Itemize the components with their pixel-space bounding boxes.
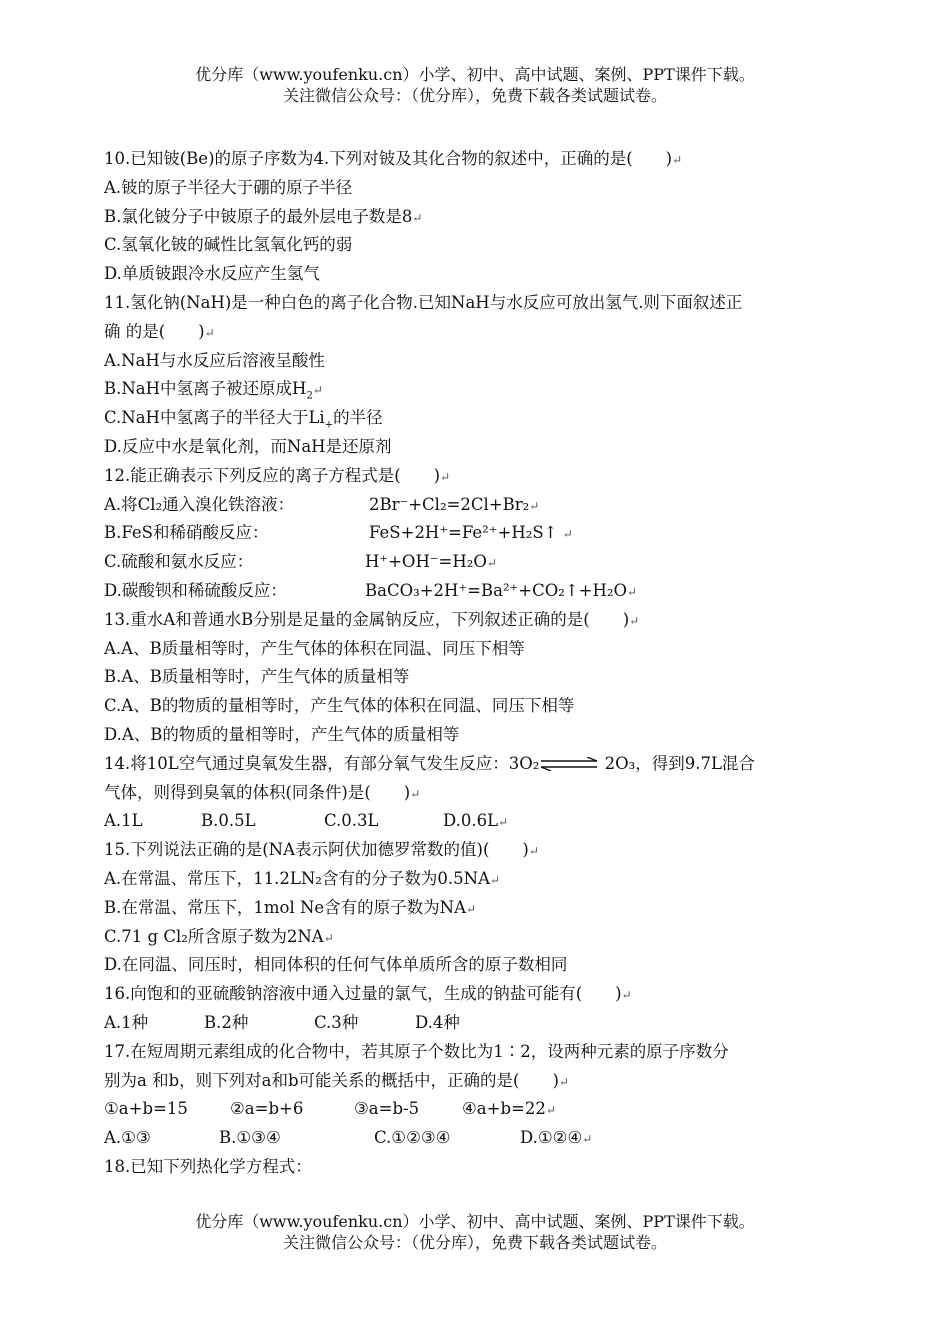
q10-option-c: C.氢氧化铍的碱性比氢氧化钙的弱 bbox=[104, 235, 353, 255]
q17-option-d: D.①②④ bbox=[520, 1128, 583, 1148]
q14-option-a: A.1L bbox=[104, 811, 143, 831]
q17-relation-3: ③a=b-5 bbox=[354, 1099, 420, 1119]
q14-stem-line-2: 气体，则得到臭氧的体积(同条件)是( )↵ bbox=[104, 782, 421, 802]
q15-option-a: A.在常温、常压下，11.2LN₂含有的分子数为0.5NA↵ bbox=[104, 868, 501, 888]
q12-option-c: C.硫酸和氨水反应： H⁺+OH⁻=H₂O↵ bbox=[104, 552, 497, 572]
q14-options: A.1L B.0.5L C.0.3L D.0.6L↵ bbox=[104, 807, 854, 836]
q16-options bbox=[104, 1009, 854, 1038]
q12-option-d: D.碳酸钡和稀硫酸反应： BaCO₃+2H⁺=Ba²⁺+CO₂↑+H₂O↵ bbox=[104, 580, 638, 600]
q10-option-d: D.单质铍跟冷水反应产生氢气 bbox=[104, 264, 320, 284]
q17-relations: ①a+b=15 ②a=b+6 ③a=b-5 ④a+b=22↵ bbox=[104, 1095, 854, 1124]
question-list bbox=[104, 145, 854, 1182]
q18-stem: 18.已知下列热化学方程式： bbox=[104, 1156, 312, 1176]
q10-option-b: B.氯化铍分子中铍原子的最外层电子数是8↵ bbox=[104, 206, 423, 226]
q13-option-d: D.A、B的物质的量相等时，产生气体的质量相等 bbox=[104, 724, 460, 744]
q16-option-d: D.4种 bbox=[415, 1012, 460, 1032]
page-header bbox=[0, 64, 950, 106]
q15-option-b: B.在常温、常压下，1mol Ne含有的原子数为NA↵ bbox=[104, 897, 477, 917]
q17-relation-1: ①a+b=15 bbox=[104, 1099, 188, 1119]
q13-stem: 13.重水A和普通水B分别是足量的金属钠反应，下列叙述正确的是( )↵ bbox=[104, 609, 640, 629]
q15-stem: 15.下列说法正确的是(NA表示阿伏加德罗常数的值)( )↵ bbox=[104, 840, 539, 860]
q17-option-a: A.①③ bbox=[104, 1128, 151, 1148]
q16-stem: 16.向饱和的亚硫酸钠溶液中通入过量的氯气，生成的钠盐可能有( )↵ bbox=[104, 984, 632, 1004]
equilibrium-arrow-icon bbox=[539, 757, 599, 771]
q13-option-b: B.A、B质量相等时，产生气体的质量相等 bbox=[104, 667, 410, 687]
header-line-1: 优分库（www.youfenku.cn）小学、初中、高中试题、案例、PPT课件下载。 bbox=[195, 65, 755, 84]
q16-option-c: C.3种 bbox=[314, 1012, 359, 1032]
q11-option-a: A.NaH与水反应后溶液呈酸性 bbox=[104, 350, 325, 370]
q14-option-c: C.0.3L bbox=[324, 811, 379, 831]
q16-option-b: B.2种 bbox=[204, 1012, 249, 1032]
q10-option-a: A.铍的原子半径大于硼的原子半径 bbox=[104, 177, 353, 197]
q17-relation-4: ④a+b=22 bbox=[462, 1099, 546, 1119]
page-footer bbox=[0, 1211, 950, 1253]
q11-option-c: C.NaH中氢离子的半径大于$Li_+$的半径 bbox=[104, 408, 383, 431]
q16-option-a: A.1种 bbox=[104, 1012, 149, 1032]
footer-line-1: 优分库（www.youfenku.cn）小学、初中、高中试题、案例、PPT课件下载。 bbox=[195, 1212, 755, 1231]
q11-option-b: B.NaH中氢离子被还原成$H_2↵$ bbox=[104, 379, 323, 402]
q17-stem-line-1: 17.在短周期元素组成的化合物中，若其原子个数比为1∶2，设两种元素的原子序数分 bbox=[104, 1041, 729, 1061]
q11-stem-line-2: 确 的是( )↵ bbox=[104, 321, 215, 341]
q15-option-d: D.在同温、同压时，相同体积的任何气体单质所含的原子数相同 bbox=[104, 955, 568, 975]
q17-option-c: C.①②③④ bbox=[374, 1128, 451, 1148]
q11-option-d: D.反应中水是氧化剂，而NaH是还原剂 bbox=[104, 436, 392, 456]
header-line-2: 关注微信公众号：（优分库），免费下载各类试题试卷。 bbox=[282, 86, 667, 105]
q10-stem: 10.已知铍(Be)的原子序数为4.下列对铍及其化合物的叙述中，正确的是( )↵ bbox=[104, 149, 683, 168]
q17-options: A.①③ B.①③④ C.①②③④ D.①②④↵ bbox=[104, 1124, 854, 1153]
q15-option-c: C.71 g Cl₂所含原子数为2NA↵ bbox=[104, 926, 334, 946]
q17-stem-line-2: 别为a 和b，则下列对a和b可能关系的概括中，正确的是( )↵ bbox=[104, 1070, 569, 1090]
q17-option-b: B.①③④ bbox=[219, 1128, 281, 1148]
q14-stem-line-1: 14.将10L空气通过臭氧发生器，有部分氧气发生反应：3O₂ 2O₃，得到9.7L混合 bbox=[104, 753, 755, 773]
q12-stem: 12.能正确表示下列反应的离子方程式是( )↵ bbox=[104, 465, 451, 485]
q12-option-a: A.将Cl₂通入溴化铁溶液： 2Br⁻+Cl₂=2Cl+Br₂↵ bbox=[104, 494, 540, 514]
q17-relation-2: ②a=b+6 bbox=[230, 1099, 304, 1119]
footer-line-2: 关注微信公众号：（优分库），免费下载各类试题试卷。 bbox=[282, 1233, 667, 1252]
q13-option-c: C.A、B的物质的量相等时，产生气体的体积在同温、同压下相等 bbox=[104, 696, 575, 716]
q11-stem-line-1: 11.氢化钠(NaH)是一种白色的离子化合物.已知NaH与水反应可放出氢气.则下面叙述正 bbox=[104, 292, 743, 312]
q13-option-a: A.A、B质量相等时，产生气体的体积在同温、同压下相等 bbox=[104, 638, 525, 658]
q14-option-d: D.0.6L bbox=[443, 811, 499, 831]
q14-option-b: B.0.5L bbox=[201, 811, 256, 831]
q12-option-b: B.FeS和稀硝酸反应： FeS+2H⁺=Fe²⁺+H₂S↑ ↵ bbox=[104, 523, 573, 543]
